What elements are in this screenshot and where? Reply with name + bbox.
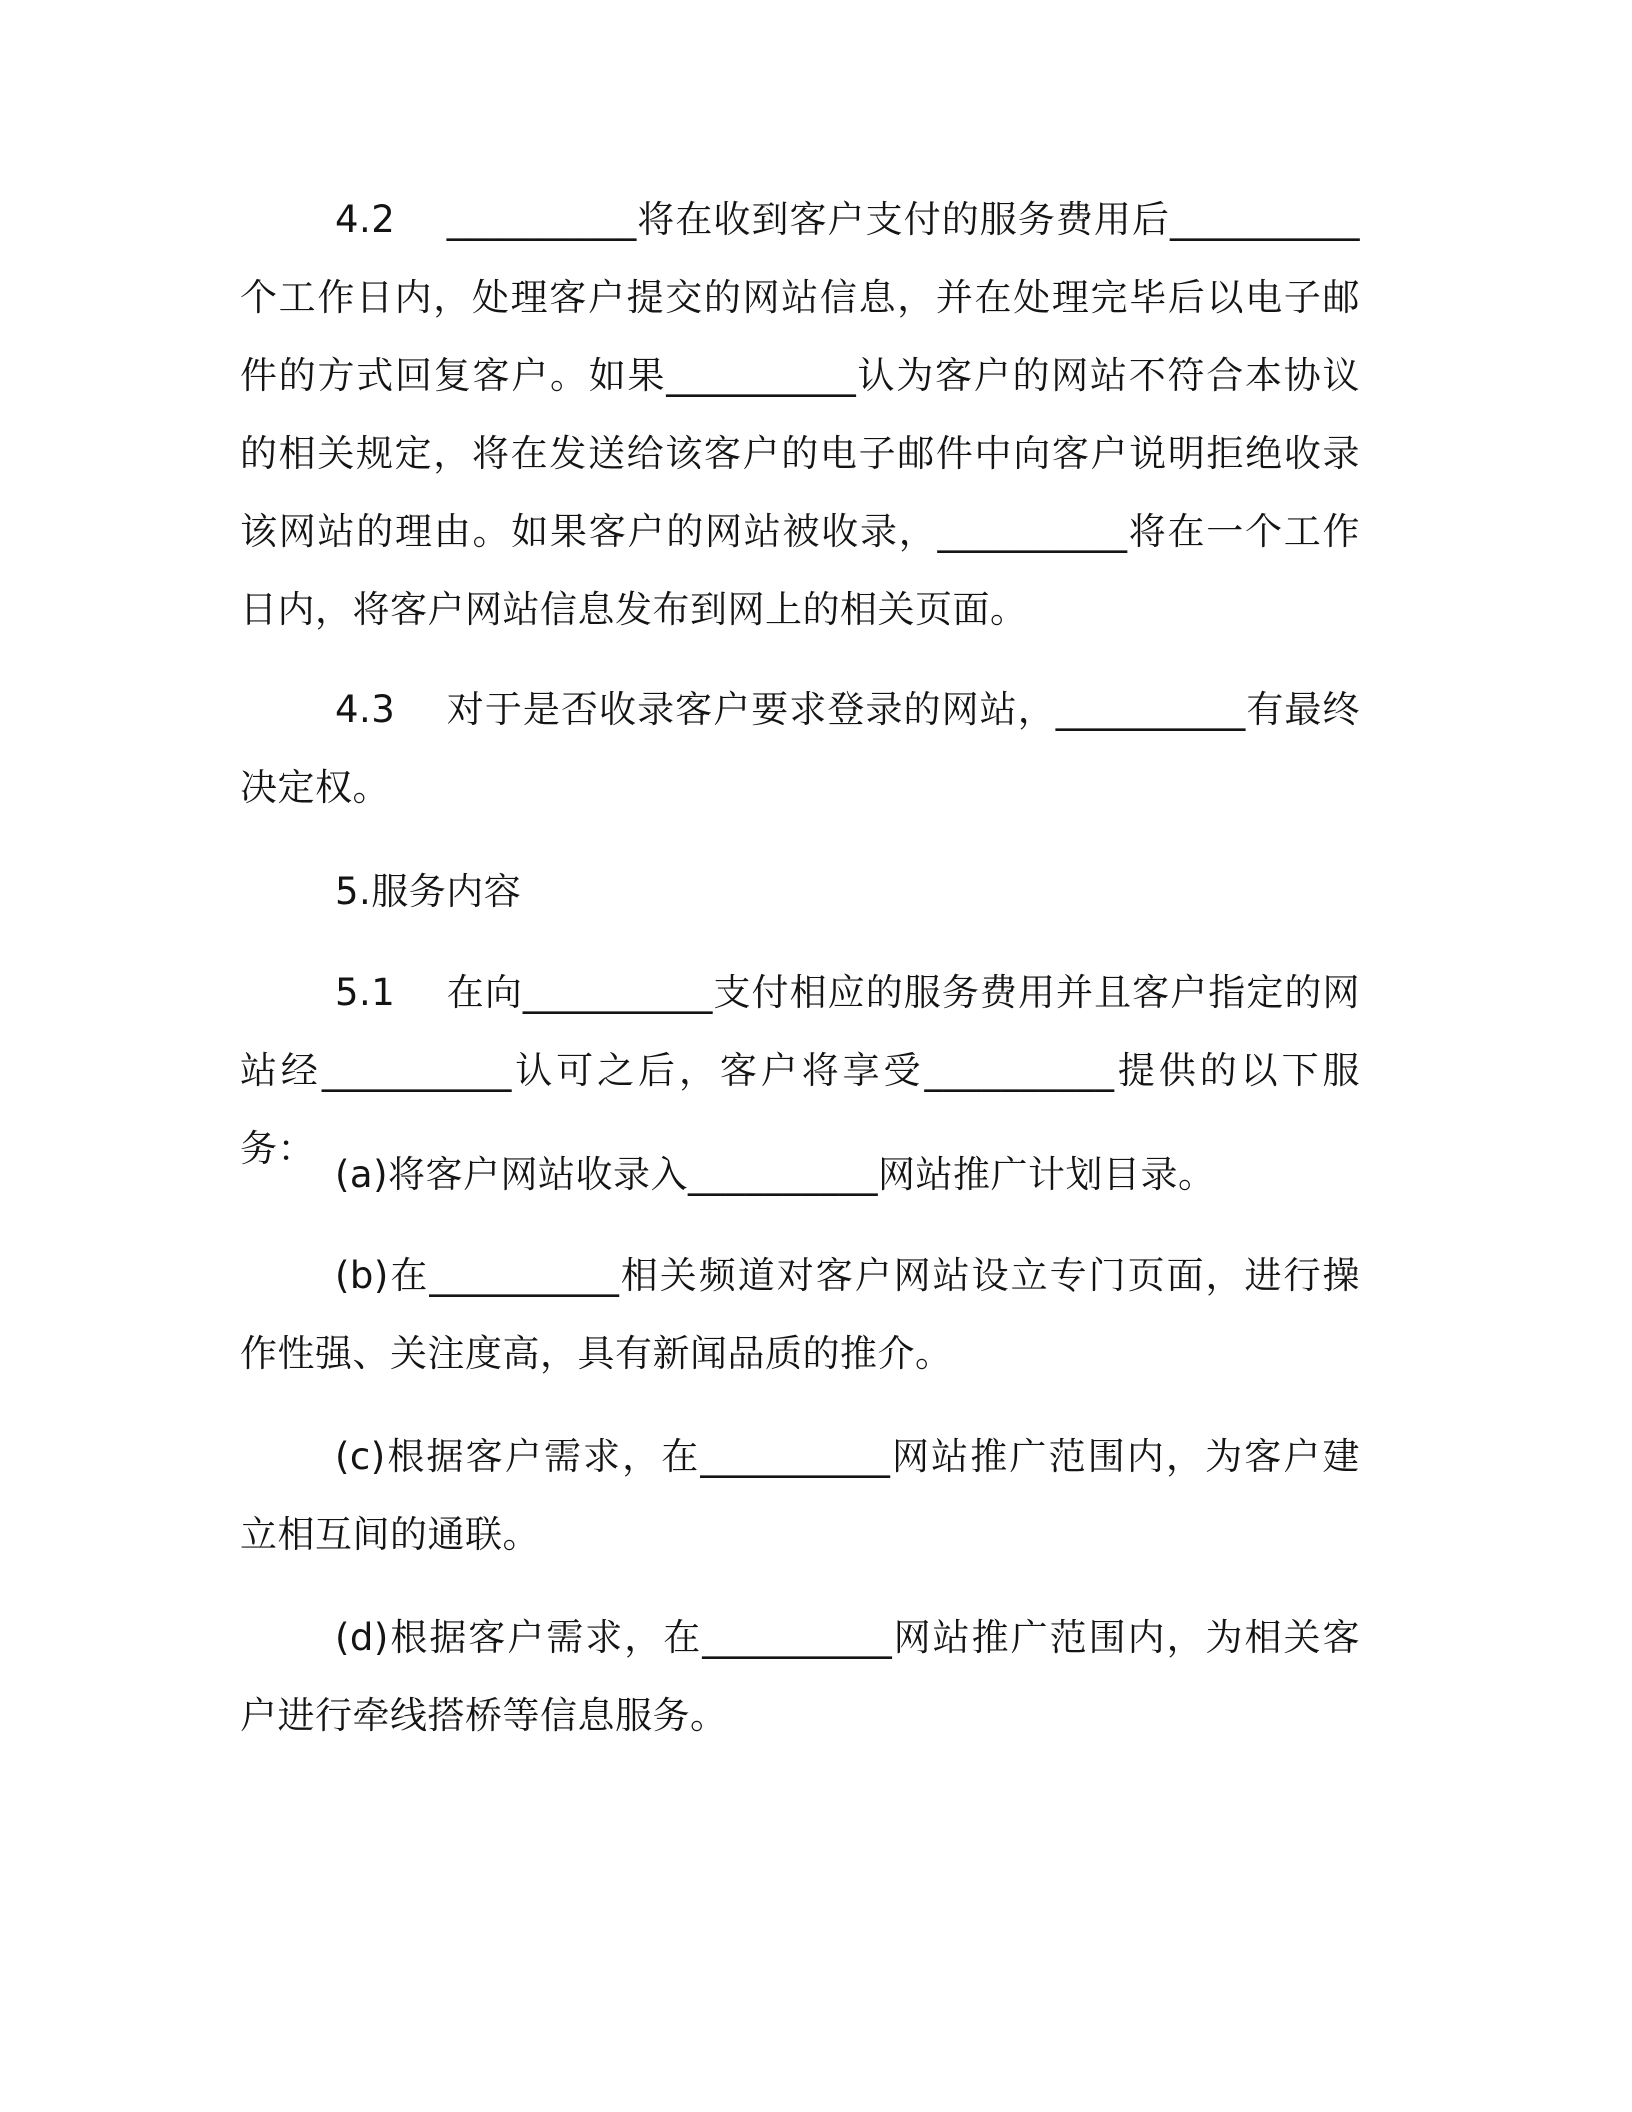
list-item-b: (b)在__________相关频道对客户网站设立专门页面，进行操作性强、关注度高，具有新闻品质的推介。 [240,1254,1360,1375]
list-item-d: (d)根据客户需求，在__________网站推广范围内，为相关客户进行牵线搭桥等信息服务。 [240,1616,1360,1737]
list-item-c: (c)根据客户需求，在__________网站推广范围内，为客户建立相互间的通联。 [240,1435,1360,1556]
paragraph-4-3: 4.3 对于是否收录客户要求登录的网站，__________有最终决定权。 [240,688,1360,809]
section-heading-5: 5.服务内容 [335,870,522,913]
paragraph-4-2: 4.2 __________将在收到客户支付的服务费用后__________个工作日内，处理客户提交的网站信息，并在处理完毕后以电子邮件的方式回复客户。如果__________认为客户的网站不符合本协议的相关规定，将在发送给该客户的电子邮件中向客户说明拒绝收录该网站的理由。如果客户的网站被收录，__________将在一个工作日内，将客户网站信息发布到网上的相关页面。 [240,198,1360,631]
list-item-a: (a)将客户网站收录入__________网站推广计划目录。 [335,1153,1216,1196]
paragraph-5-1: 5.1 在向__________支付相应的服务费用并且客户指定的网站经__________认可之后，客户将享受__________提供的以下服务： [240,971,1360,1170]
